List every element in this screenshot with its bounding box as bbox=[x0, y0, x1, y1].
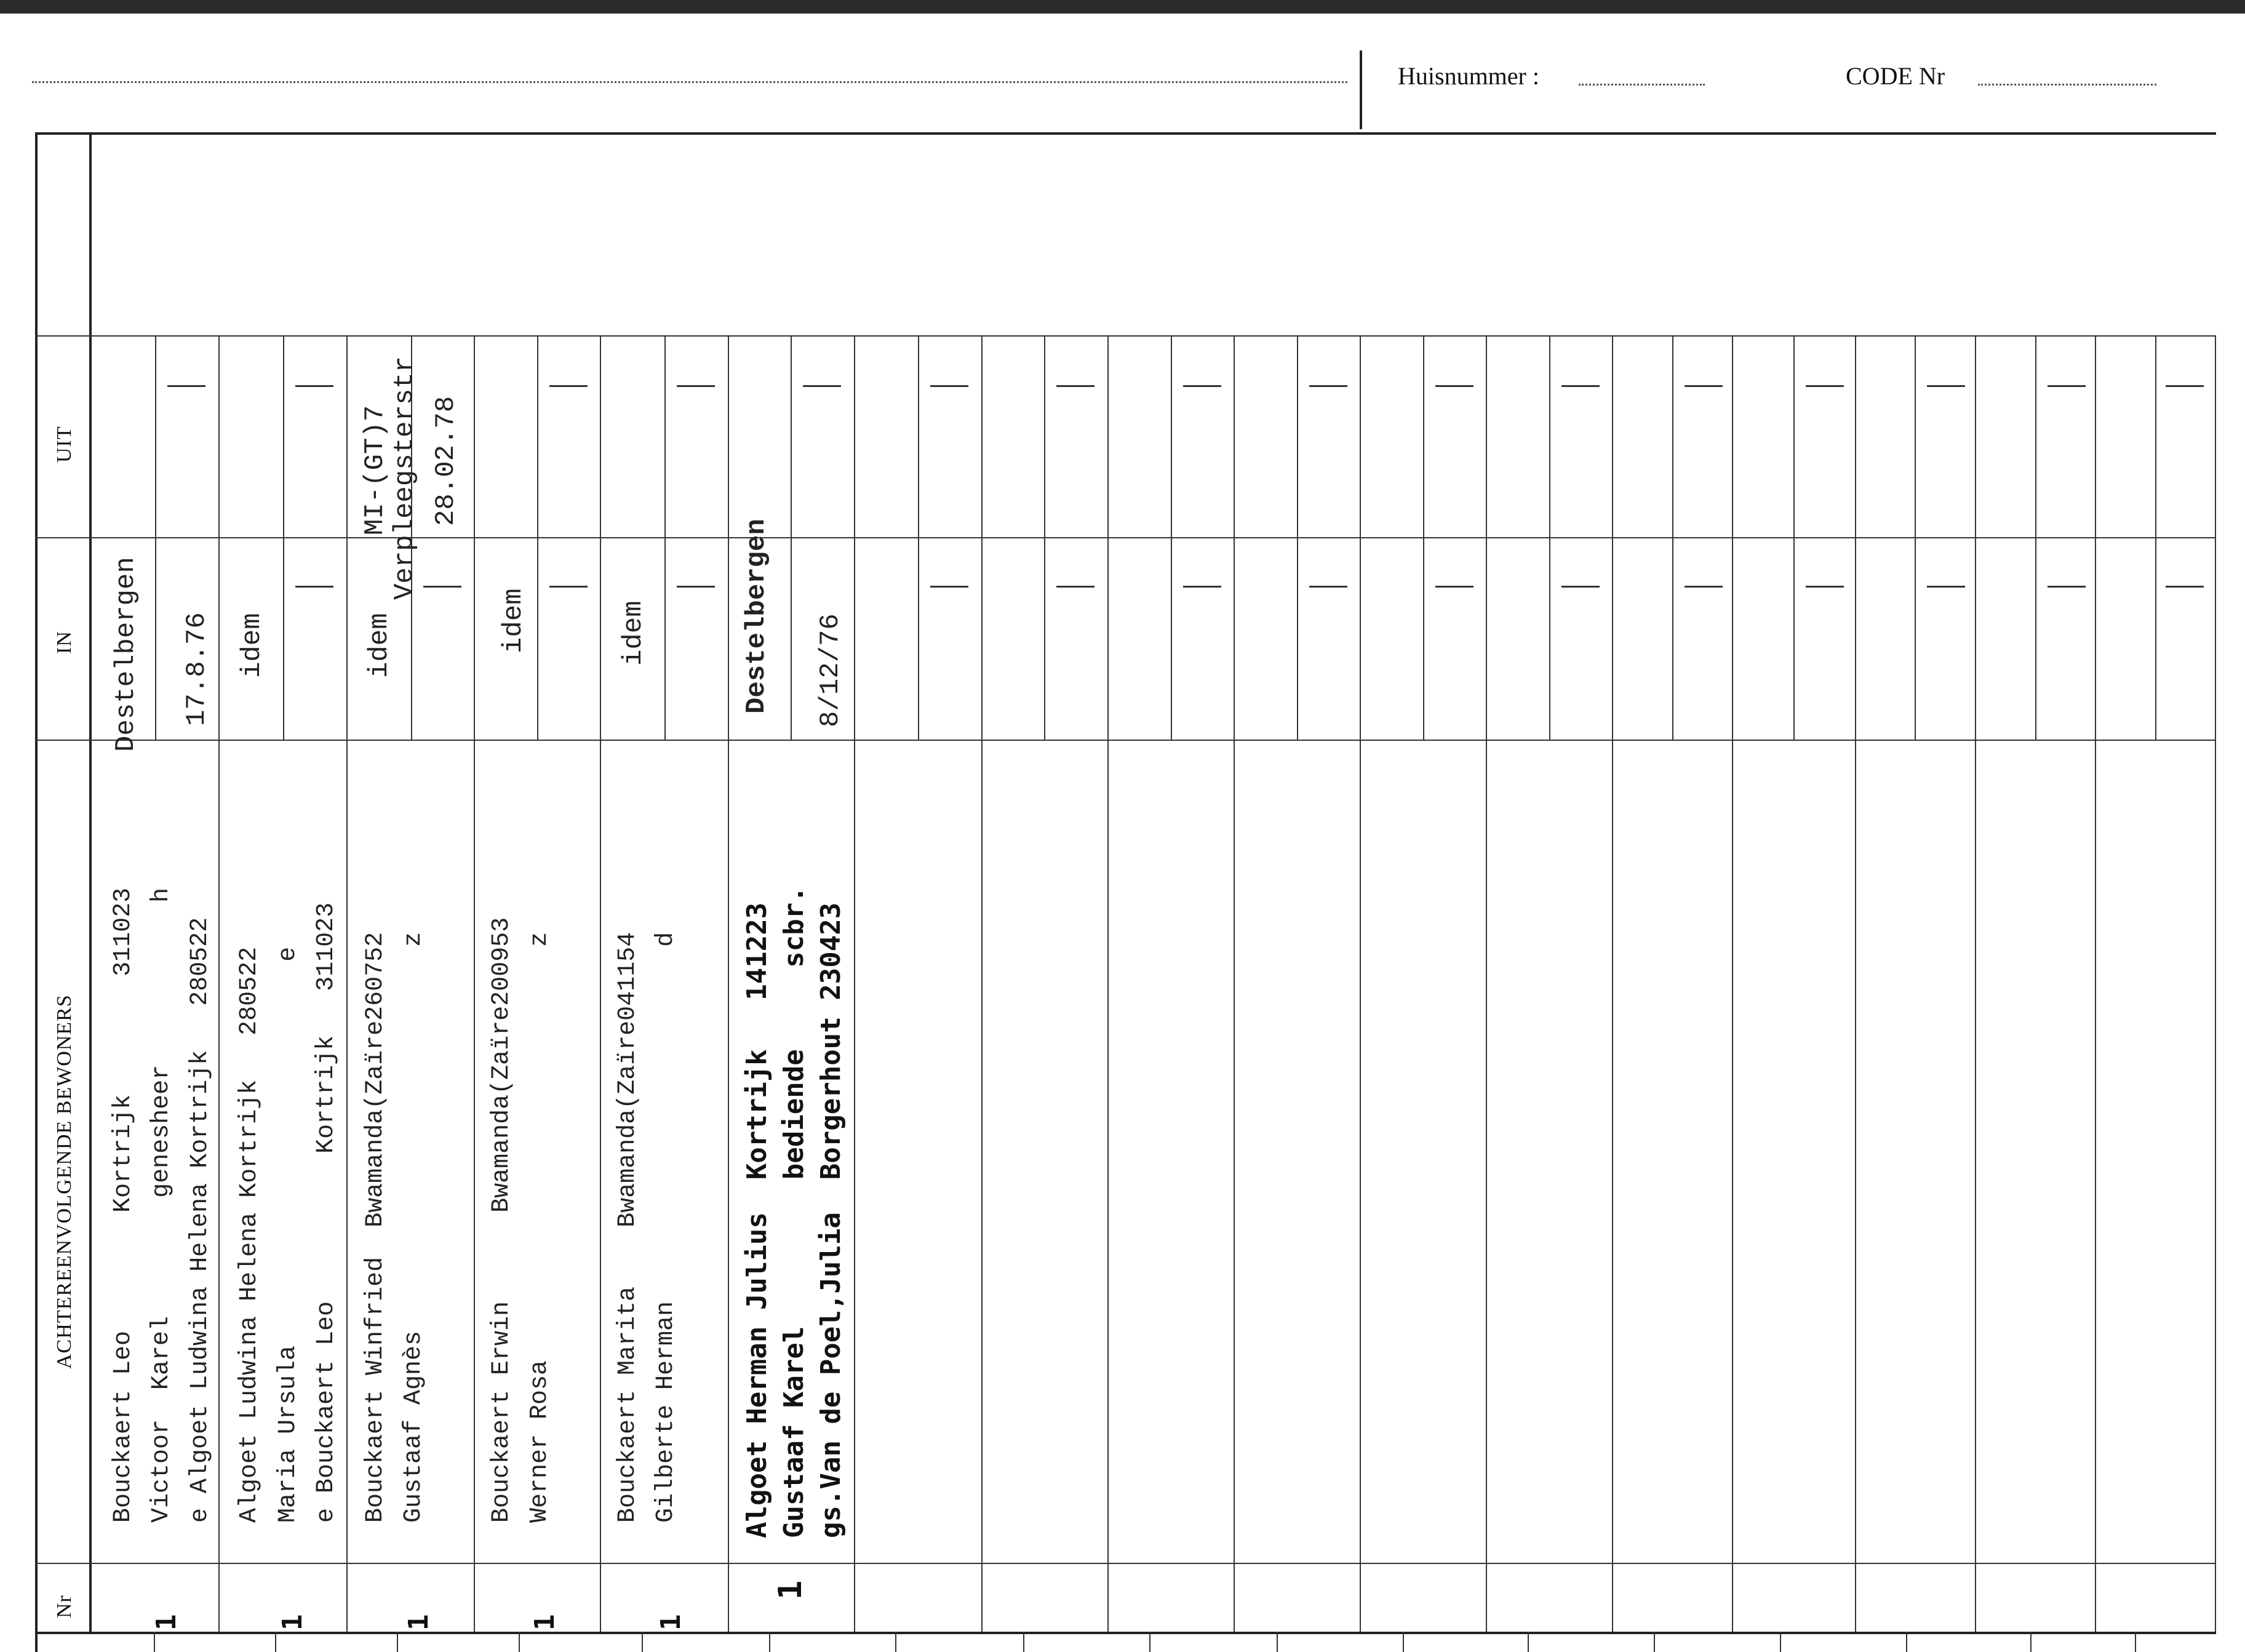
uit-dash bbox=[295, 385, 333, 387]
uit-dash bbox=[930, 385, 968, 387]
nr-band-top bbox=[35, 1563, 2216, 1564]
entry-1-line-1: Bouckaert Leo Kortrijk 311023 bbox=[110, 887, 137, 1523]
col-divider bbox=[1234, 335, 1235, 1632]
bottom-tick bbox=[642, 1632, 643, 1652]
sub-divider bbox=[2155, 335, 2156, 740]
entry-2-line-3: e Bouckaert Leo Kortrijk 311023 bbox=[313, 902, 340, 1523]
sub-divider bbox=[155, 335, 156, 740]
bottom-tick bbox=[1654, 1632, 1655, 1652]
in-dash bbox=[1183, 586, 1221, 588]
sub-divider bbox=[1549, 335, 1550, 740]
entry-6-line-2: Gustaaf Karel bediende scbr. bbox=[778, 886, 810, 1538]
entry-2-nr: 1 bbox=[277, 1614, 308, 1630]
bottom-tick bbox=[1149, 1632, 1150, 1652]
bottom-tick bbox=[1528, 1632, 1529, 1652]
in-dash bbox=[2048, 586, 2086, 588]
sub-divider bbox=[1672, 335, 1673, 740]
in-dash bbox=[549, 586, 588, 588]
uit-band-top bbox=[35, 335, 2216, 337]
uit-dash bbox=[1309, 385, 1347, 387]
entry-1-line-3: e Algoet Ludwina Helena Kortrijk 280522 bbox=[186, 917, 214, 1523]
sub-divider bbox=[791, 335, 792, 740]
entry-3-uit-place: MI-(GT)7 bbox=[360, 405, 391, 535]
entry-3-in-place: idem bbox=[364, 613, 395, 678]
entry-1-in-place: Destelbergen bbox=[111, 557, 142, 752]
in-dash bbox=[1927, 586, 1965, 588]
col-divider bbox=[854, 335, 855, 1632]
form-left-border bbox=[35, 132, 38, 1652]
col-divider bbox=[1486, 335, 1487, 1632]
col-divider bbox=[2215, 335, 2216, 1632]
entry-3-line-1: Bouckaert Winfried Bwamanda(Zaïre260752 bbox=[362, 932, 389, 1523]
uit-dash bbox=[167, 385, 205, 387]
uit-dash bbox=[677, 385, 715, 387]
col-divider bbox=[1360, 335, 1361, 1632]
uit-dash bbox=[803, 385, 841, 387]
bottom-tick bbox=[275, 1632, 276, 1652]
bottom-tick bbox=[397, 1632, 398, 1652]
entry-6-line-3: gs.Van de Poel,Julia Borgerhout 230423 bbox=[815, 902, 847, 1538]
col-divider bbox=[218, 335, 220, 1632]
nr-column-label: Nr bbox=[53, 1595, 76, 1618]
sub-divider bbox=[1915, 335, 1916, 740]
entry-4-line-2: Werner Rosa z bbox=[526, 932, 554, 1523]
bottom-tick bbox=[1277, 1632, 1278, 1652]
bewoners-column-label: ACHTEREENVOLGENDE BEWONERS bbox=[53, 994, 76, 1369]
sub-divider bbox=[1044, 335, 1045, 740]
col-divider bbox=[1612, 335, 1613, 1632]
code-label: CODE Nr bbox=[1846, 62, 1945, 90]
uit-dash bbox=[1056, 385, 1095, 387]
bottom-tick bbox=[1906, 1632, 1907, 1652]
header-divider bbox=[1360, 50, 1362, 129]
entry-6-in-date: 8/12/76 bbox=[815, 613, 846, 727]
uit-column-label: UIT bbox=[53, 426, 76, 463]
entry-2-line-1: Algoet Ludwina Helena Kortrijk 280522 bbox=[236, 946, 263, 1523]
in-dash bbox=[2166, 586, 2204, 588]
uit-dash bbox=[549, 385, 588, 387]
entry-6-in-place: Destelbergen bbox=[741, 519, 772, 714]
entry-5-line-2: Gilberte Herman d bbox=[652, 932, 680, 1523]
entry-1-nr: 1 bbox=[151, 1614, 182, 1630]
in-dash bbox=[1309, 586, 1347, 588]
form-bottom-border bbox=[35, 1632, 2216, 1634]
code-field[interactable] bbox=[1978, 84, 2156, 86]
bottom-tick bbox=[2030, 1632, 2032, 1652]
uit-dash bbox=[1685, 385, 1723, 387]
entry-6-line-1: Algoet Herman Julius Kortrijk 141223 bbox=[741, 902, 773, 1538]
col-divider bbox=[2095, 335, 2096, 1632]
entry-3-uit-place-2: Verpleegsterstr bbox=[389, 356, 420, 600]
in-dash bbox=[1435, 586, 1473, 588]
col-divider bbox=[728, 335, 729, 1632]
entry-4-nr: 1 bbox=[529, 1614, 560, 1630]
sub-divider bbox=[918, 335, 919, 740]
huisnummer-field[interactable] bbox=[1579, 84, 1705, 86]
entry-1-in-date: 17.8.76 bbox=[181, 612, 212, 726]
uit-dash bbox=[1561, 385, 1600, 387]
sub-divider bbox=[1423, 335, 1424, 740]
sub-divider bbox=[664, 335, 666, 740]
in-column-label: IN bbox=[53, 631, 76, 654]
col-divider bbox=[1975, 335, 1976, 1632]
in-dash bbox=[1561, 586, 1600, 588]
col-divider bbox=[1732, 335, 1733, 1632]
entry-3-nr: 1 bbox=[403, 1614, 434, 1630]
bottom-tick bbox=[1403, 1632, 1404, 1652]
in-dash bbox=[1806, 586, 1844, 588]
entry-5-nr: 1 bbox=[655, 1614, 687, 1630]
bottom-tick bbox=[154, 1632, 155, 1652]
in-dash bbox=[1056, 586, 1095, 588]
label-column-divider bbox=[89, 132, 92, 1632]
entry-4-line-1: Bouckaert Erwin Bwamanda(Zaïre200953 bbox=[488, 917, 516, 1523]
sub-divider bbox=[1793, 335, 1795, 740]
bottom-tick bbox=[2135, 1632, 2136, 1652]
bottom-tick bbox=[1780, 1632, 1781, 1652]
entry-2-in-place: idem bbox=[237, 613, 268, 678]
entry-3-uit-date: 28.02.78 bbox=[431, 396, 461, 526]
scan-edge-strip bbox=[0, 0, 2245, 14]
entry-3-line-2: Gustaaf Agnès z bbox=[400, 932, 428, 1523]
uit-dash bbox=[1927, 385, 1965, 387]
in-dash bbox=[930, 586, 968, 588]
uit-dash bbox=[2048, 385, 2086, 387]
col-divider bbox=[600, 335, 601, 1632]
bottom-tick bbox=[1023, 1632, 1024, 1652]
sub-divider bbox=[1171, 335, 1172, 740]
in-band-top bbox=[35, 537, 2216, 538]
entry-2-line-2: Maria Ursula e bbox=[274, 946, 302, 1523]
col-divider bbox=[981, 335, 983, 1632]
col-divider bbox=[1107, 335, 1109, 1632]
entry-4-in-place: idem bbox=[498, 588, 529, 653]
col-divider bbox=[474, 335, 475, 1632]
bottom-tick bbox=[895, 1632, 896, 1652]
col-divider bbox=[1855, 335, 1856, 1632]
in-dash bbox=[677, 586, 715, 588]
entry-5-in-place: idem bbox=[618, 601, 649, 666]
uit-dash bbox=[1183, 385, 1221, 387]
uit-dash bbox=[1806, 385, 1844, 387]
sub-divider bbox=[1297, 335, 1298, 740]
uit-dash bbox=[1435, 385, 1473, 387]
sub-divider bbox=[283, 335, 284, 740]
bottom-tick bbox=[769, 1632, 770, 1652]
entry-1-line-2: Victoor Karel genesheer h bbox=[148, 887, 175, 1523]
entry-6-nr: 1 bbox=[772, 1580, 809, 1600]
col-divider bbox=[346, 335, 348, 1632]
in-dash bbox=[1685, 586, 1723, 588]
form-top-border bbox=[35, 132, 2216, 135]
bewoners-band-top bbox=[35, 740, 2216, 741]
uit-dash bbox=[2166, 385, 2204, 387]
in-dash bbox=[423, 586, 461, 588]
entry-5-line-1: Bouckaert Marita Bwamanda(Zaïre041154 bbox=[614, 932, 642, 1523]
sub-divider bbox=[537, 335, 538, 740]
in-dash bbox=[295, 586, 333, 588]
huisnummer-label: Huisnummer : bbox=[1398, 62, 1539, 90]
address-dotted-line bbox=[32, 81, 1347, 83]
sub-divider bbox=[2035, 335, 2036, 740]
bottom-tick bbox=[519, 1632, 520, 1652]
